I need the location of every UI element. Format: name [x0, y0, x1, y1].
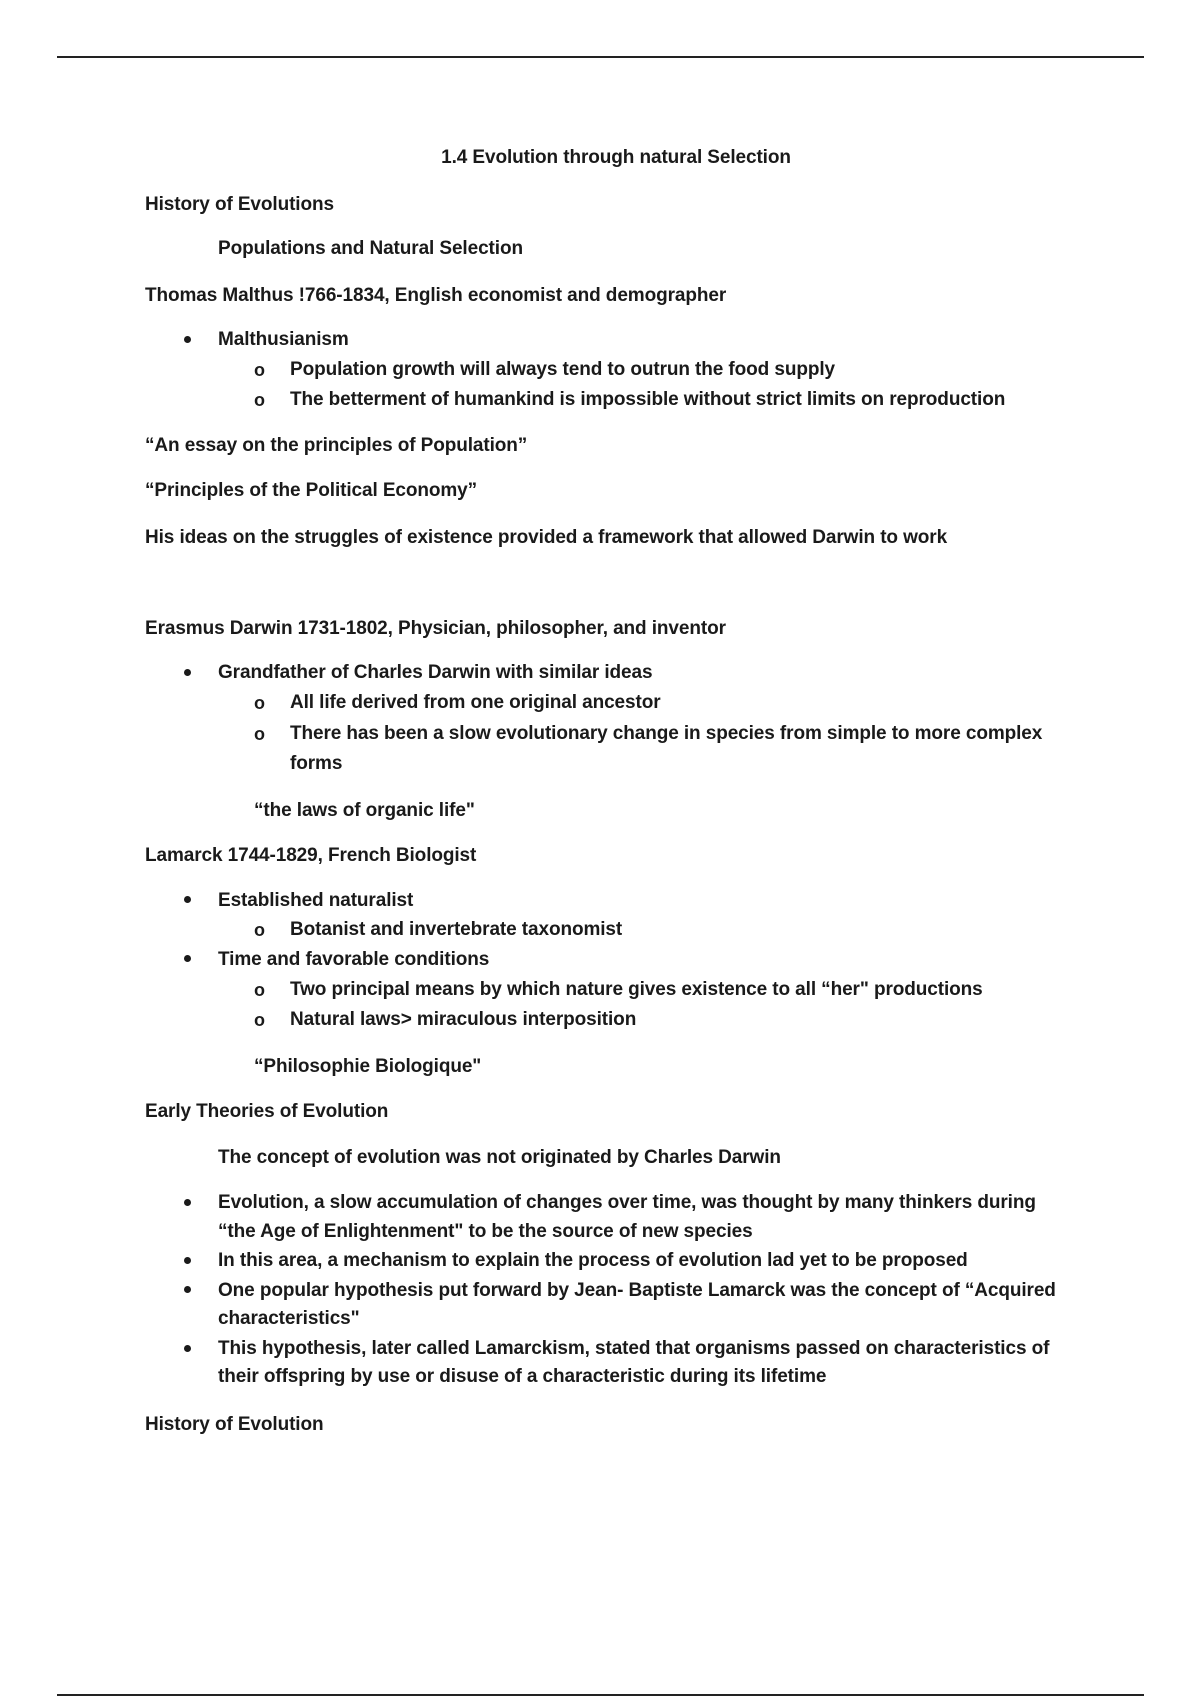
list-item-continued: forms	[290, 753, 343, 774]
erasmus-heading: Erasmus Darwin 1731-1802, Physician, philosopher, and inventor	[145, 618, 726, 639]
early-heading: Early Theories of Evolution	[145, 1101, 389, 1122]
paragraph: His ideas on the struggles of existence provided a framework that allowed Darwin to work	[145, 527, 948, 548]
work-title: “the laws of organic life"	[254, 800, 475, 821]
list-item: Time and favorable conditions	[218, 949, 490, 970]
bullet-dot	[184, 1345, 191, 1352]
list-item: Grandfather of Charles Darwin with similar ideas	[218, 662, 653, 683]
list-item: The betterment of humankind is impossible without strict limits on reproduction	[290, 389, 1006, 410]
list-item-continued: characteristics"	[218, 1308, 360, 1329]
bullet-dot	[184, 955, 191, 962]
list-item: Malthusianism	[218, 329, 349, 350]
bullet-dot	[184, 1199, 191, 1206]
list-item-continued: “the Age of Enlightenment" to be the source of new species	[218, 1221, 753, 1242]
list-item: Established naturalist	[218, 890, 414, 911]
list-item: Evolution, a slow accumulation of changes over time, was thought by many thinkers during	[218, 1192, 1036, 1213]
sub-bullet-o: o	[254, 1010, 265, 1030]
lamarck-heading: Lamarck 1744-1829, French Biologist	[145, 845, 477, 866]
bullet-dot	[184, 896, 191, 903]
work-title: “Principles of the Political Economy”	[145, 480, 478, 501]
section-heading: History of Evolutions	[145, 194, 334, 215]
sub-bullet-o: o	[254, 693, 265, 713]
top-rule	[57, 56, 1144, 58]
bullet-dot	[184, 1286, 191, 1293]
sub-bullet-o: o	[254, 360, 265, 380]
list-item-continued: their offspring by use or disuse of a characteristic during its lifetime	[218, 1366, 827, 1387]
list-item: This hypothesis, later called Lamarckism, stated that organisms passed on characteristics of	[218, 1338, 1050, 1359]
subheading: Populations and Natural Selection	[218, 238, 523, 259]
page-title: 1.4 Evolution through natural Selection	[441, 147, 791, 168]
bullet-dot	[184, 1257, 191, 1264]
sub-bullet-o: o	[254, 724, 265, 744]
work-title: “Philosophie Biologique"	[254, 1056, 482, 1077]
list-item: All life derived from one original ancestor	[290, 692, 661, 713]
bullet-dot	[184, 336, 191, 343]
list-item: Two principal means by which nature gives existence to all “her" productions	[290, 979, 983, 1000]
sub-bullet-o: o	[254, 980, 265, 1000]
bullet-dot	[184, 669, 191, 676]
list-item: Natural laws> miraculous interposition	[290, 1009, 637, 1030]
sub-bullet-o: o	[254, 390, 265, 410]
list-item: One popular hypothesis put forward by Jean- Baptiste Lamarck was the concept of “Acquired	[218, 1280, 1056, 1301]
paragraph: The concept of evolution was not originated by Charles Darwin	[218, 1147, 781, 1168]
list-item: In this area, a mechanism to explain the process of evolution lad yet to be proposed	[218, 1250, 968, 1271]
section-heading: History of Evolution	[145, 1414, 324, 1435]
work-title: “An essay on the principles of Population”	[145, 435, 528, 456]
list-item: Population growth will always tend to outrun the food supply	[290, 359, 835, 380]
malthus-heading: Thomas Malthus !766-1834, English economist and demographer	[145, 285, 727, 306]
list-item: Botanist and invertebrate taxonomist	[290, 919, 623, 940]
bottom-rule	[57, 1694, 1144, 1696]
list-item: There has been a slow evolutionary change in species from simple to more complex	[290, 723, 1043, 744]
sub-bullet-o: o	[254, 920, 265, 940]
